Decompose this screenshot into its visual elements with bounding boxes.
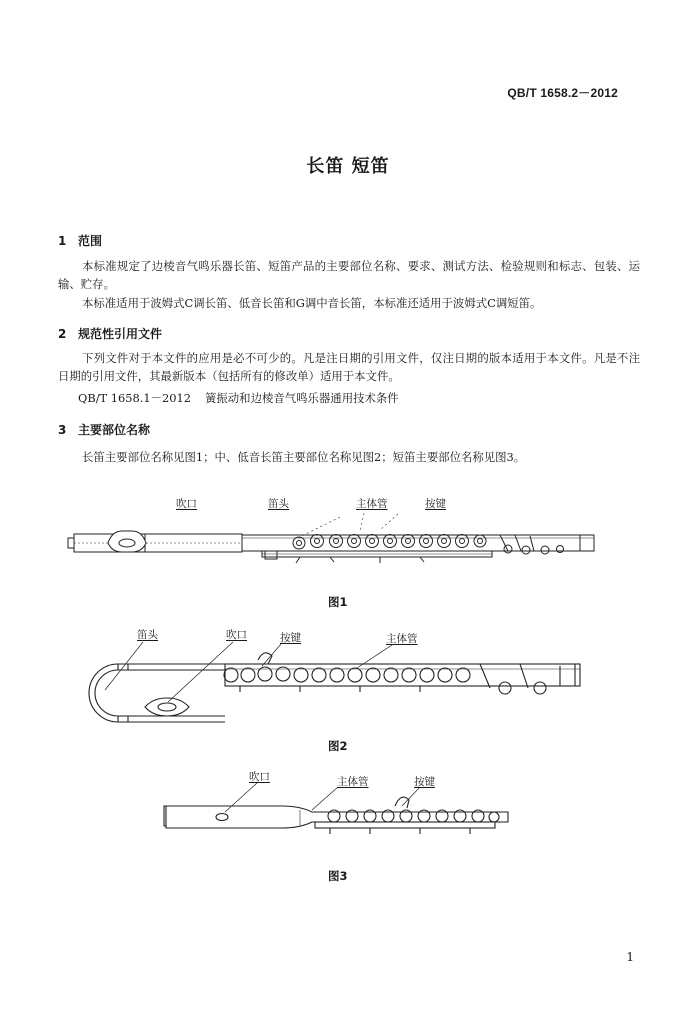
- fig2-label-body: 主体管: [386, 633, 418, 645]
- fig3-label-keys: 按键: [414, 776, 435, 788]
- figure-3-drawing: [164, 783, 508, 834]
- section-number: 3: [58, 423, 67, 437]
- fig3-label-body: 主体管: [337, 776, 369, 788]
- section-2-paragraph-1: 下列文件对于本文件的应用是必不可少的。凡是注日期的引用文件，仅注日期的版本适用于本文件。凡是不注日期的引用文件，其最新版本（包括所有的修改单）适用于本文件。: [58, 351, 640, 383]
- fig1-label-body: 主体管: [356, 498, 388, 510]
- figure-3-caption: 图3: [328, 869, 348, 883]
- section-title: 范围: [78, 234, 103, 248]
- fig3-label-embouchure: 吹口: [249, 771, 270, 783]
- page-number: 1: [626, 950, 634, 964]
- figure-2-caption: 图2: [328, 739, 348, 753]
- section-3-paragraph-1: 长笛主要部位名称见图1；中、低音长笛主要部位名称见图2；短笛主要部位名称见图3。: [82, 450, 526, 464]
- fig2-label-head-joint: 笛头: [137, 629, 158, 641]
- section-number: 1: [58, 234, 67, 248]
- fig2-label-keys: 按键: [280, 632, 301, 644]
- figure-1-drawing: [68, 513, 594, 563]
- standard-code: QB/T 1658.2－2012: [507, 86, 618, 100]
- figure-1-caption: 图1: [328, 595, 348, 609]
- section-number: 2: [58, 327, 67, 341]
- figure-2-drawing: [89, 642, 580, 722]
- document-title: 长笛 短笛: [306, 156, 390, 177]
- fig1-label-head-joint: 笛头: [268, 498, 289, 510]
- section-1-paragraph-1: 本标准规定了边棱音气鸣乐器长笛、短笛产品的主要部位名称、要求、测试方法、检验规则和标志、包装、运输、贮存。: [58, 259, 640, 291]
- reference-code: QB/T 1658.1－2012: [78, 391, 191, 405]
- section-title: 规范性引用文件: [78, 327, 163, 341]
- reference-title: 簧振动和边棱音气鸣乐器通用技术条件: [205, 391, 399, 405]
- section-title: 主要部位名称: [78, 423, 151, 437]
- section-1-paragraph-2: 本标准适用于波姆式C调长笛、低音长笛和G调中音长笛，本标准还适用于波姆式C调短笛。: [82, 296, 542, 310]
- fig1-label-embouchure: 吹口: [176, 498, 197, 510]
- fig2-label-embouchure: 吹口: [226, 629, 247, 641]
- fig1-label-keys: 按键: [425, 498, 446, 510]
